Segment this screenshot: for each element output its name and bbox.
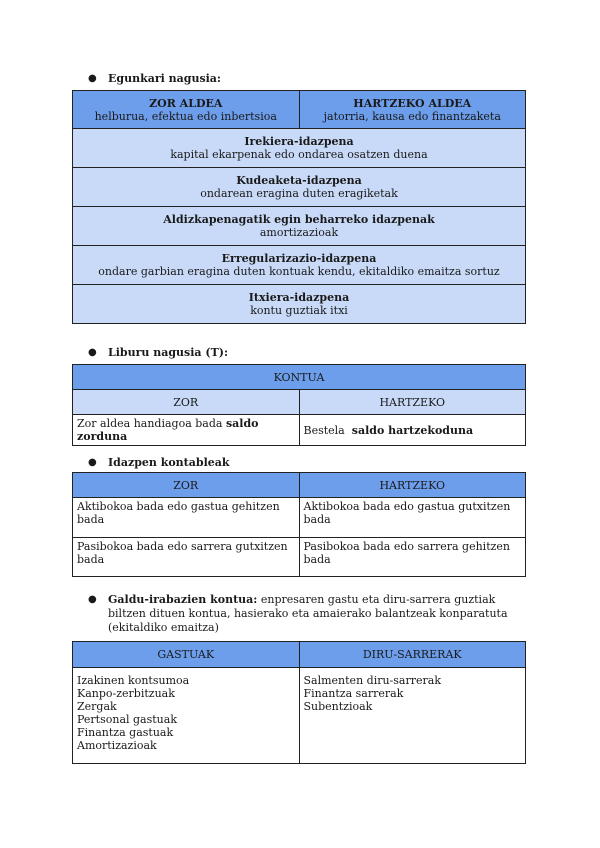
gastuak-header: GASTUAK <box>73 642 300 668</box>
table-row <box>73 168 526 207</box>
sarrerak-list <box>299 668 526 764</box>
row-desc: ondarean eragina duten eragiketak <box>200 187 398 200</box>
table-cell: Pasibokoa bada edo sarrera gehitzen bada <box>299 538 526 577</box>
galdu-heading <box>72 593 526 635</box>
row-desc: kontu guztiak itxi <box>250 304 348 317</box>
row-desc: kapital ekarpenak edo ondarea osatzen duena <box>170 148 428 161</box>
hartzeko-header: HARTZEKO <box>299 390 526 415</box>
table-cell: Aktibokoa bada edo gastua gutxitzen bada <box>299 498 526 538</box>
hartzeko-cell <box>299 415 526 446</box>
egunkari-heading <box>72 72 526 86</box>
table-cell: Aktibokoa bada edo gastua gehitzen bada <box>73 498 300 538</box>
liburu-title: Liburu nagusia (T): <box>108 346 229 359</box>
list-item: Kanpo-zerbitzuak <box>77 687 175 700</box>
egunkari-table <box>72 90 526 324</box>
bullet-icon: ● <box>88 347 97 358</box>
hartzeko-cell-text: Bestela <box>303 423 352 437</box>
table-row <box>73 285 526 324</box>
zor-header: ZOR <box>73 473 300 498</box>
row-title: Aldizkapenagatik egin beharreko idazpenak <box>163 213 435 226</box>
gastuak-list <box>73 668 300 764</box>
hartzeko-header: HARTZEKO <box>299 473 526 498</box>
egunkari-section <box>72 72 526 324</box>
row-title: Erregularizazio-idazpena <box>221 252 377 265</box>
zor-aldea-title: ZOR ALDEA <box>149 96 223 110</box>
galdu-table <box>72 641 526 764</box>
list-item: Zergak <box>77 700 117 713</box>
idazpen-table <box>72 472 526 577</box>
row-title: Irekiera-idazpena <box>244 135 354 148</box>
table-row <box>73 207 526 246</box>
diru-sarrerak-header: DIRU-SARRERAK <box>299 642 526 668</box>
kontua-header: KONTUA <box>73 365 526 390</box>
idazpen-title: Idazpen kontableak <box>108 456 230 469</box>
list-item: Amortizazioak <box>77 739 157 752</box>
zor-cell <box>73 415 300 446</box>
row-desc: amortizazioak <box>259 226 339 239</box>
list-item: Salmenten diru-sarrerak <box>303 674 441 687</box>
table-row <box>73 246 526 285</box>
idazpen-heading <box>72 456 526 470</box>
row-title: Kudeaketa-idazpena <box>236 174 362 187</box>
zor-cell-text: Zor aldea handiagoa bada <box>77 417 226 430</box>
table-cell: Pasibokoa bada edo sarrera gutxitzen bada <box>73 538 300 577</box>
hartzeko-aldea-sub: jatorria, kausa edo finantzaketa <box>323 109 501 123</box>
egunkari-title: Egunkari nagusia: <box>108 72 221 85</box>
galdu-description: enpresaren gastu eta diru-sarrera guztiak biltzen dituen kontua, hasierako eta amaierako balantzeak konparatuta (ekitaldiko emaitza) <box>108 593 508 634</box>
zor-aldea-sub: helburua, efektua edo inbertsioa <box>94 109 277 123</box>
bullet-icon: ● <box>88 594 97 605</box>
list-item: Pertsonal gastuak <box>77 713 177 726</box>
liburu-table <box>72 364 526 446</box>
idazpen-section <box>72 456 526 577</box>
row-title: Itxiera-idazpena <box>248 291 350 304</box>
hartzeko-aldea-cell <box>299 91 526 129</box>
list-item: Finantza sarrerak <box>303 687 404 700</box>
zor-cell-bold: saldo zorduna <box>77 417 259 443</box>
bullet-icon: ● <box>88 73 97 84</box>
list-item: Subentzioak <box>303 700 373 713</box>
galdu-section <box>72 593 526 764</box>
list-item: Finantza gastuak <box>77 726 174 739</box>
liburu-heading <box>72 346 526 360</box>
liburu-section <box>72 346 526 446</box>
galdu-title: Galdu-irabazien kontua: <box>108 593 258 606</box>
zor-header: ZOR <box>73 390 300 415</box>
row-desc: ondare garbian eragina duten kontuak kendu, ekitaldiko emaitza sortuz <box>98 265 500 278</box>
hartzeko-aldea-title: HARTZEKO ALDEA <box>353 96 472 110</box>
list-item: Izakinen kontsumoa <box>77 674 190 687</box>
hartzeko-cell-bold: saldo hartzekoduna <box>351 423 474 437</box>
zor-aldea-cell <box>73 91 300 129</box>
bullet-icon: ● <box>88 457 97 468</box>
table-row <box>73 129 526 168</box>
